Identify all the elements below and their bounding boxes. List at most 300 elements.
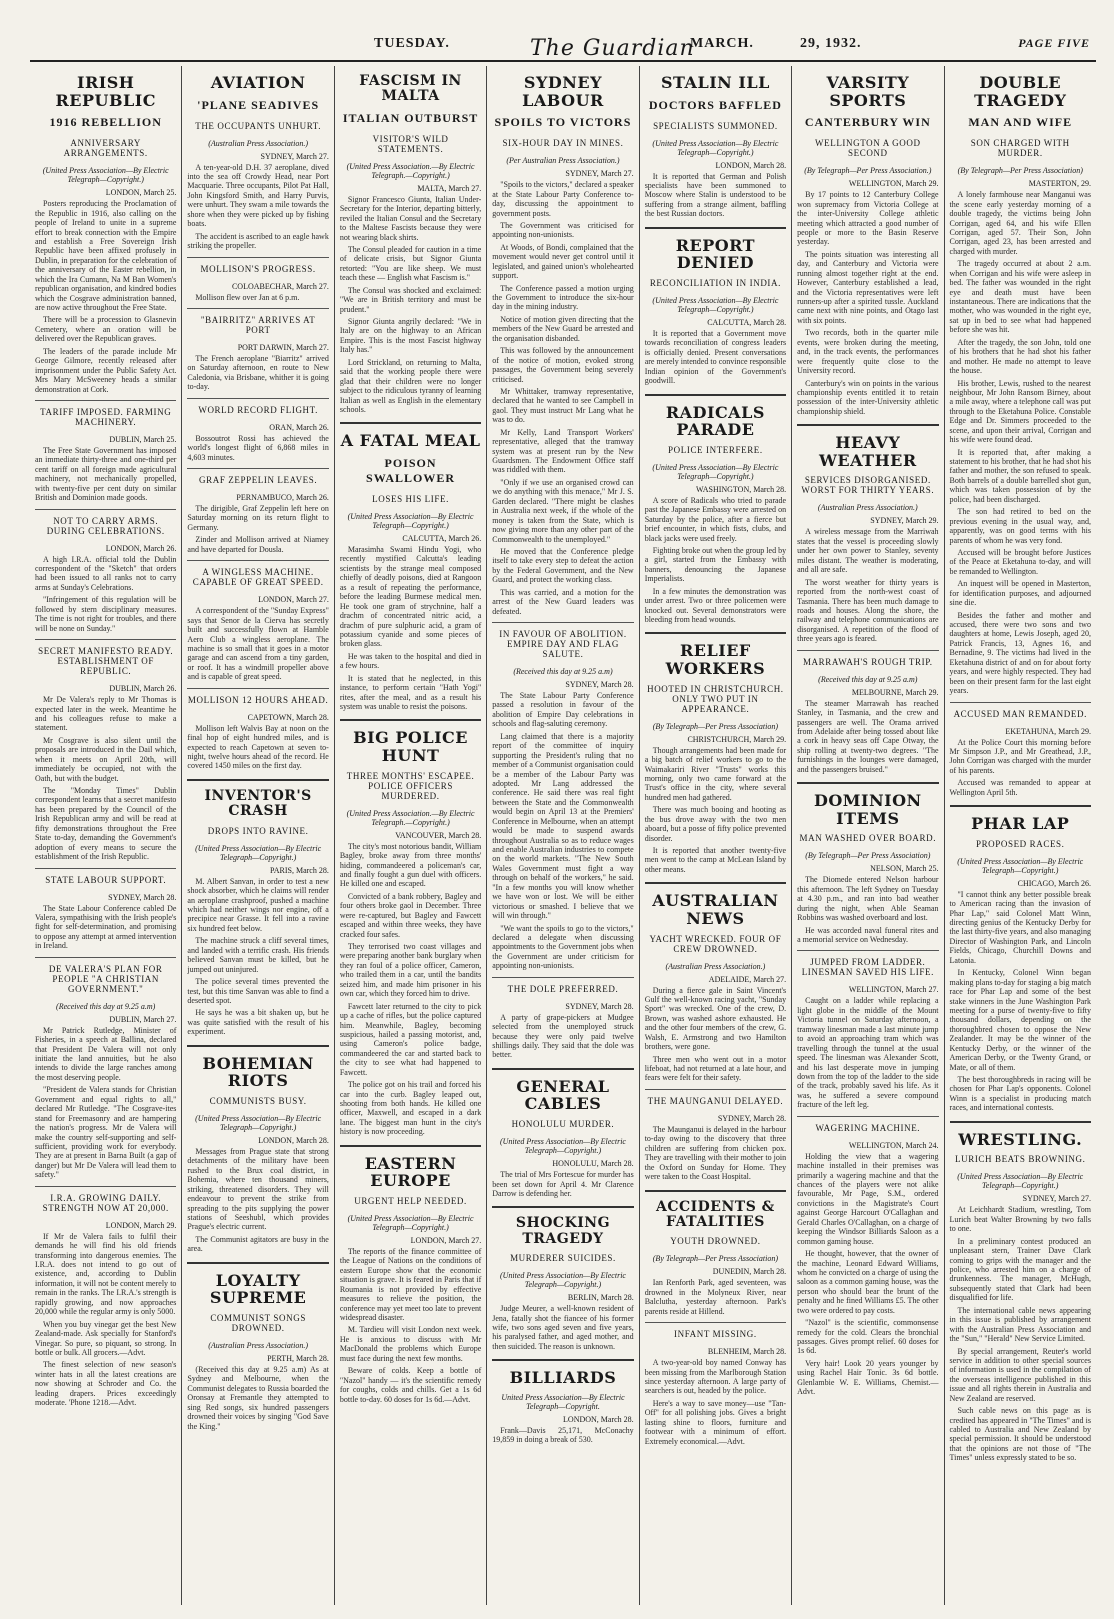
article-rule [645, 632, 786, 634]
article-deck: PROPOSED RACES. [975, 838, 1065, 849]
news-column [30, 66, 182, 1605]
article-deck: WORLD RECORD FLIGHT. [198, 404, 318, 415]
article-paragraph: During a fierce gale in Saint Vincent's Gulf the well-known racing yacht, "Sunday Sport" was wrecked. One of the crew, D. Brown, was washed ashore exhausted. He and the other four members of the crew, G. Walsh, E. Armstrong and two Hamilton brothers, were gone. [644, 985, 787, 1052]
article-credit: (United Press Association—By Electric Telegraph—Copyright.) [652, 295, 779, 314]
article-headline: FASCISM IN MALTA [359, 73, 462, 105]
article-credit: (By Telegraph—Per Press Association) [957, 166, 1083, 176]
article-paragraph: There was much booing and hooting as the bus drove away with the two men aboard, but a posse of fifty police prevented disorder. [644, 805, 787, 843]
article-paragraph: It is reported that German and Polish specialists have been summoned to Moscow where Stalin is understood to be suffering from a strange ailment, baffling the best Russian doctors. [644, 171, 787, 219]
article-paragraph: It is reported that another twenty-five men went to the camp at McLean Island by other means. [644, 846, 787, 874]
article-credit: (By Telegraph—Per Press Association) [652, 1254, 779, 1264]
article-dateline: LONDON, March 27. [258, 595, 329, 605]
article [187, 257, 328, 302]
article [645, 882, 786, 1083]
article-credit: (United Press Association.—By Electric Telegraph.—Copyright.) [346, 161, 475, 180]
article-deck: SON CHARGED WITH MURDER. [970, 138, 1070, 159]
subsection-rule [645, 1322, 786, 1323]
article-paragraph: Fawcett later returned to the city to pick up a cache of rifles, but the police captured him. Meanwhile, Bagley, becoming suspicious, hailed a passing motorist, and, using Cameron's police badge, commandeered the car and started back to the city to see what had happened to Fawcett. [339, 1001, 482, 1077]
article-paragraph: Two records, both in the quarter mile events, were broken during the meeting, and, in the track events, the performances were frequently quite close to the University record. [797, 328, 939, 376]
subsection-rule [35, 400, 176, 401]
article-deck: INFANT MISSING. [674, 1329, 757, 1340]
article-headline: WRESTLING. [958, 1129, 1083, 1149]
article-paragraph: M. Albert Sanvan, in order to test a new shock absorber, which he claims will render an aeroplane crashproof, pushed a machine which had neither wings nor engine, off a precipice near Grasse. It fell into a ravine six hundred feet below. [187, 876, 329, 933]
article-rule [187, 1262, 328, 1264]
article-paragraph: In a few minutes the demonstration was under arrest. Two or three policemen were knocked out. Several demonstrators were bleeding from head wounds. [644, 586, 787, 625]
article-headline: AUSTRALIAN NEWS [652, 891, 779, 928]
article-paragraph: Ian Renforth Park, aged seventeen, was drowned in the Molyneux River, near Balclutha, yesterday afternoon. Park's parents reside at Hillend. [644, 1278, 787, 1316]
article-dateline: EKETAHUNA, March 29. [1005, 726, 1091, 736]
article-paragraph: Signor Giunta angrily declared: "We in Italy are on the highway to an African Empire. This is the most Fascist highway Italy has." [339, 317, 482, 355]
article-subheadline: POISON SWALLOWER [366, 456, 456, 485]
article [645, 394, 786, 625]
article-dateline: SYDNEY, March 27. [260, 151, 329, 161]
article-credit: (United Press Association—By Electric Telegraph—Copyright.) [347, 512, 474, 530]
subsection-rule [797, 1116, 938, 1117]
article [797, 424, 938, 643]
article-paragraph: Mr Cosgrave is also silent until the proposals are introduced in the Dail which, when it meets on April 20th, will immediately be occupied, not with the Oath, but with the budget. [35, 735, 177, 783]
article-paragraph: The State Labour Party Conference passed a resolution in favour of the abolition of Empire Day celebrations in schools and flag-saluting ceremony. [492, 691, 634, 729]
article-rule [187, 779, 328, 781]
article-paragraph: In a preliminary contest produced an unpleasant stern, Trainer Dave Clark coming to grips with the manager and the police, who arrested him on a charge of drunkenness. The manager, McHugh, subsequently stated that Clark had been disqualified for life. [949, 1236, 1091, 1303]
article-dateline: LONDON, March 27. [410, 1235, 482, 1245]
article-paragraph: This was followed by the announcement of the notice of motion, evoked strong passages, the Government being severely criticised. [492, 346, 634, 384]
article-paragraph: Fighting broke out when the group led by a girl, started from the Embassy with banners, denouncing the Japanese Imperialists. [644, 545, 787, 584]
article-deck: YOUTH DROWNED. [670, 1236, 761, 1247]
article-credit: (Received this day at 9.25 a.m) [818, 674, 918, 684]
article-dateline: DUBLIN, March 27. [109, 1014, 177, 1024]
article-paragraph: He says he was a bit shaken up, but he was quite satisfied with the result of his experiment. [187, 1008, 329, 1037]
article-deck: THE DOLE PREFERRED. [507, 983, 619, 994]
article-paragraph: After the tragedy, the son John, told one of his brothers that he had shot his father and mother. He made no attempt to leave the house. [949, 337, 1091, 376]
article-paragraph: By 17 points to 12 Canterbury College won supremacy from Victoria College at the inter-University College athletic meeting which attracted a good number of people or more to the Basin Reserve yesterday. [797, 190, 939, 247]
article-deck: A WINGLESS MACHINE. CAPABLE OF GREAT SPEED. [192, 567, 324, 588]
article-dateline: CHICAGO, March 26. [1017, 878, 1091, 888]
article-credit: (United Press Association—By Electric Telegraph—Copyright.) [42, 166, 169, 185]
article-paragraph: He moved that the Conference pledge itself to take every step to defeat the action by the Federal Government, and the New Guard, and protect the working class. [492, 546, 634, 585]
article-dateline: WELLINGTON, March 27. [848, 985, 939, 995]
article-dateline: LONDON, March 28. [563, 1414, 634, 1424]
article [950, 702, 1091, 798]
article [187, 688, 328, 771]
article-dateline: WELLINGTON, March 29. [848, 179, 939, 189]
article-dateline: COLOABECHAR, March 27. [231, 281, 329, 291]
article-paragraph: The Communist agitators are busy in the area. [187, 1234, 329, 1254]
article-paragraph: By special arrangement, Reuter's world service in addition to other special sources of information is used in the compilation of the overseas intelligence published in this issue and all rights therein in Australia and New Zealand are reserved. [949, 1346, 1091, 1403]
subsection-rule [35, 957, 176, 958]
article-paragraph: Convicted of a bank robbery, Bagley and four others broke gaol in December. Three were re-captured, but Bagley and Fawcett escaped and within three weeks, they have cracked four safes. [339, 891, 482, 939]
article-paragraph: Mollison left Walvis Bay at noon on the final hop of eight hundred miles, and is expected to reach Capetown at seven to-night, twelve hours ahead of the record. He covered 1450 miles on the first day. [187, 723, 329, 771]
article-dateline: LONDON, March 26. [105, 543, 177, 553]
article-dateline: LONDON, March 29. [105, 1220, 177, 1230]
article-paragraph: A score of Radicals who tried to parade past the Japanese Embassy were arrested on Saturday by the police, after a fierce but brief encounter, in which fists, clubs, and black jacks were used freely. [644, 495, 787, 543]
article-rule [340, 422, 481, 424]
article-subheadline: 'PLANE SEADIVES [197, 97, 320, 112]
article-deck: MAN WASHED OVER BOARD. [799, 833, 937, 844]
article-headline: REPORT DENIED [675, 235, 756, 273]
article-credit: (Received this day at 9.25 a.m) [56, 1001, 156, 1011]
article-deck: HOOTED IN CHRISTCHURCH. ONLY TWO PUT IN APPEARANCE. [647, 683, 784, 714]
article-deck: SIX-HOUR DAY IN MINES. [502, 138, 624, 149]
subsection-rule [35, 868, 176, 869]
article-paragraph: In Kentucky, Colonel Winn began making plans to-day for staging a big match race for Phar Lap and some of the best stake winners in the June Washington Park meeting for a purse of twenty-five to fifty thousand dollars, depending on the thoroughbred chosen to oppose the New Zealander. It may be the winner of the Kentucky Derby, or the winner of the American Derby, or the Twenty Grand, or Mate, or all of them. [949, 968, 1091, 1072]
article-paragraph: The reports of the finance committee of the League of Nations on the conditions of eastern Europe show that the economic situation is grave. It is feared in Paris that if Roumania is not provided by effective measures to relieve the position, the conference may yet meet too late to prevent widespread disaster. [339, 1246, 482, 1322]
article-deck: RECONCILIATION IN INDIA. [649, 277, 781, 288]
article-deck: VISITOR'S WILD STATEMENTS. [372, 133, 449, 154]
article-headline: SHOCKING TRAGEDY [515, 1215, 611, 1247]
article-paragraph: This was carried, and a motion for the arrest of the New Guard leaders was defeated. [492, 587, 634, 616]
article-credit: (Australian Press Association.) [665, 961, 766, 971]
article-dateline: SYDNEY, March 27. [1022, 1194, 1091, 1204]
article-rule [950, 805, 1091, 807]
article-paragraph: He thought, however, that the owner of the machine, Leonard Edward Williams, whom he convicted on a charge of using the saloon as a common gaming house, was the person who should bear the brunt of the penalty and he fined Williams £5. The other two were ordered to pay costs. [797, 1249, 939, 1315]
subsection-rule [492, 977, 633, 978]
article [492, 1068, 633, 1199]
article-paragraph: The worst weather for thirty years is reported from the north-west coast of Tasmania. There has been much damage to roads and houses. Along the shore, the railway and telephone communications are disorganised. A repetition of the flood of three years ago is feared. [797, 577, 939, 644]
article-paragraph: There will be a procession to Glasnevin Cemetery, where an oration will be delivered over the Republican graves. [35, 315, 177, 344]
article-deck: NOT TO CARRY ARMS. DURING CELEBRATIONS. [46, 515, 165, 536]
article-paragraph: "We want the spoils to go to the victors," declared a delegate when discussing appointments to the Government jobs when the Government are under criticism for appointing non-unionists. [492, 923, 634, 971]
article-paragraph: A high I.R.A. official told the Dublin correspondent of the "Sketch" that orders had been issued to all ranks not to carry arms at Sunday's Celebrations. [35, 554, 177, 592]
subsection-rule [187, 257, 328, 258]
article-paragraph: Bossoutrot Rossi has achieved the world's longest flight of 6,868 miles in 4,603 minutes. [187, 433, 329, 462]
article-paragraph: The "Monday Times" Dublin correspondent learns that a secret manifesto has been prepared by the Council of the Irish Republican army and will be read at fifty demonstrations throughout the Free State to-day, demanding the Government's adoption of every means to secure the establishment of the Irish Republic. [35, 786, 177, 862]
article-dateline: ADELAIDE, March 27. [708, 974, 787, 984]
article-deck: LURICH BEATS BROWNING. [955, 1154, 1086, 1165]
article-deck: COMMUNISTS BUSY. [209, 1095, 307, 1106]
article-paragraph: The Conference passed a motion urging the Government to introduce the six-hour day in the mining industry. [492, 283, 634, 312]
article-rule [492, 1359, 633, 1361]
article-dateline: BERLIN, March 28. [567, 1293, 634, 1303]
article-paragraph: Marasimha Swami Hindu Yogi, who recently mystified Calcutta's leading scientists by the strange meal composed chiefly of deadly poisons, died at Rangoon as a result of repeating the performance, before the leading Burmese medical men. He took one gram of strychnine, half a drachm of concentrated nitric acid, a drachm of pure sulphuric acid, a gram of potassium cyanide and some pieces of broken glass. [339, 545, 482, 649]
article-paragraph: M. Tardieu will visit London next week. He is anxious to discuss with Mr MacDonald the problems which Europe must face during the next few months. [339, 1325, 482, 1363]
article-paragraph: "Nazol" is the scientific, commonsense remedy for the cold. Clears the bronchial passages. Gives prompt relief. 60 doses for 1s 6d. [797, 1318, 939, 1356]
article-dateline: CAPETOWN, March 28. [247, 712, 329, 722]
article-paragraph: The leaders of the parade include Mr George Gilmore, recently released after imprisonment under the Public Safety Act. Mrs Mary McSweeney heads a similar demonstration at Cork. [35, 346, 177, 394]
article-dateline: NELSON, March 25. [870, 864, 939, 874]
article-dateline: LONDON, March 28. [258, 1135, 329, 1145]
subsection-rule [187, 398, 328, 399]
article-deck: DE VALERA'S PLAN FOR PEOPLE "A CHRISTIAN GOVERNMENT." [48, 963, 163, 994]
article-headline: AVIATION [210, 73, 306, 92]
article-credit: (Australian Press Association.) [817, 503, 918, 513]
article [187, 74, 328, 251]
subsection-rule [492, 622, 633, 623]
article-paragraph: Holding the view that a wagering machine installed in their premises was primarily a wagering machine and that the chances of the players were not alike favourable, Mr Page, S.M., ordered convictions in the Magistrate's Court against George Harcourt O'Callaghan and Gerald Charles O'Callaghan, on a charge of keeping the Windsor Billiards Saloon as a common gaming house. [797, 1151, 939, 1246]
article-subheadline: DOCTORS BAFFLED [648, 97, 782, 112]
article-dateline: CALCUTTA, March 28. [707, 317, 787, 327]
article-paragraph: The points situation was interesting all day, and Canterbury and Victoria were running almost together right at the end. However, Canterbury established a lead, and the Victoria representatives were left runners-up after a spirited tussle. Auckland came next with nine points, and Otago last with six points. [797, 249, 939, 325]
article-paragraph: The steamer Marrawah has reached Stanley, in Tasmania, and the crew and passengers are well. The Orama arrived from Adelaide after being tossed about like a cork in heavy seas off Cape Otway, the ship rolling at twenty-two degrees. "The furnishings in the lounges were damaged, and the passengers bruised." [797, 698, 939, 774]
article-paragraph: At the Police Court this morning before Mr Simpson J.P., and Mr Greathead, J.P., John Corrigan was charged with the murder of his parents. [949, 737, 1091, 775]
article-credit: (United Press Association—By Electric Telegraph—Copyright.) [957, 856, 1084, 875]
article-deck: THE OCCUPANTS UNHURT. [195, 120, 322, 131]
article-dateline: SYDNEY, March 28. [717, 1113, 787, 1123]
subsection-rule [187, 560, 328, 561]
subsection-rule [35, 509, 176, 510]
article-paragraph: Such cable news on this page as is credited has appeared in "The Times" and is cabled to Australia and New Zealand by special permission. It should be understood that the opinions are not those of "The Times" unless expressly stated to be so. [949, 1406, 1091, 1463]
article-paragraph: He was accorded naval funeral rites and a memorial service on Wednesday. [797, 925, 939, 944]
article-dateline: SYDNEY, March 28. [565, 680, 634, 689]
article-dateline: BLENHEIM, March 28. [707, 1347, 787, 1357]
article-paragraph: At Leichhardt Stadium, wrestling, Tom Lurich beat Walter Browning by two falls to one. [949, 1205, 1091, 1234]
article-dateline: PERNAMBUCO, March 26. [236, 493, 329, 503]
article-paragraph: Signor Francesco Giunta, Italian Under-Secretary for the Interior, departing bitterly, reviled the Italian Consul and the Secretary to the Maltese Fascists because they were not wearing black shirts. [339, 194, 482, 242]
article-deck: STATE LABOUR SUPPORT. [45, 874, 167, 885]
article-deck: DROPS INTO RAVINE. [207, 825, 309, 836]
article-paragraph: Mr De Valera's reply to Mr Thomas is expected later in the week. Meantime he and his colleagues refuse to make a statement. [35, 695, 177, 733]
article-dateline: PARIS, March 28. [270, 865, 329, 875]
article-paragraph: The police got on his trail and forced his car into the curb. Bagley leaped out, shooting from both hands. He killed one officer, Maxwell, and escaped in a dark lane. The biggest man hunt in the city's history is now proceeding. [339, 1080, 482, 1137]
article-paragraph: Accused was remanded to appear at Wellington April 5th. [949, 778, 1091, 797]
article-deck: SECRET MANIFESTO READY. ESTABLISHMENT OF REPUBLIC. [38, 646, 174, 677]
article-headline: BOHEMIAN RIOTS [202, 1053, 314, 1091]
article-credit: (Received this day at 9.25 a.m) [513, 667, 613, 676]
article-paragraph: A correspondent of the "Sunday Express" says that Senor de la Cierva has secretly built and successfully flown at Hamble Aero Club a wingless aeroplane. The machine is so small that it goes in a motor garage and can ascend from a tiny garden, or roof. It has a windmill propeller above and is capable of great speed. [187, 606, 329, 682]
article-paragraph: "Spoils to the victors," declared a speaker at the State Labour Party Conference to-day, discussing the appointment to government posts. [492, 180, 634, 218]
article-deck: SPECIALISTS SUMMONED. [653, 120, 778, 131]
columns-container [30, 66, 1096, 1605]
article-paragraph: Besides the father and mother and accused, there were two sons and two daughters at home, Lewis Joseph, aged 20, Patrick Francis, 13, Agnes 16, and Bernadine, 9. The victims had lived in the Eketahuna district of and on for about forty years, and were highly respected. They had been on their present farm for the last eight years. [949, 610, 1091, 696]
article-dateline: CHRISTCHURCH, March 29. [687, 734, 787, 744]
article [187, 1045, 328, 1254]
article [645, 1190, 786, 1317]
article-rule [797, 782, 938, 784]
article-paragraph: A lonely farmhouse near Manganui was the scene early yesterday morning of a double tragedy, the victims being John Corrigan, aged 64, and his wife Ellen Corrigan, aged 57. Their Son, John Corrigan, aged 23, has been arrested and charged with murder. [949, 190, 1091, 256]
article-paragraph: The Free State Government has imposed an immediate thirty-three and one-third per cent tariff on all foreign made agricultural machinery, not mechanically propelled, with twenty-five per cent duty on similar British and Dominion made goods. [35, 445, 177, 503]
article-paragraph: The machine struck a cliff several times, and landed with a terrific crash. His friends believed Sanvan must be killed, but he jumped out uninjured. [187, 936, 329, 974]
article-paragraph: Mr Patrick Rutledge, Minister of Fisheries, in a speech at Ballina, declared that President De Valera will not only initiate the land annuities, but he also intends to divide the large ranches among the most deserving people. [35, 1025, 177, 1082]
article-paragraph: Caught on a ladder while replacing a light globe in the middle of the Mount Victoria tunnel on Saturday afternoon, a tramway linesman made a last minute jump to avoid an approaching tram which was travelling through the tunnel at the usual speed. The linesman was Alexander Scott, and his last desperate move in jumping down from the top of the ladder to the side of the track, probably saved his life. As it was, he suffered a severe compound fracture of the left leg. [797, 996, 939, 1110]
masthead-date: 29, 1932. [800, 36, 862, 51]
article [35, 509, 176, 634]
article [950, 74, 1091, 696]
article-headline: SYDNEY LABOUR [522, 73, 604, 110]
article-deck: ANNIVERSARY ARRANGEMENTS. [63, 138, 148, 159]
article [35, 1186, 176, 1408]
article-headline: PHAR LAP [971, 814, 1070, 834]
news-column [945, 66, 1096, 1605]
article-deck: SERVICES DISORGANISED. WORST FOR THIRTY YEARS. [801, 475, 935, 496]
article-rule [645, 1190, 786, 1192]
article-rule [492, 1206, 633, 1208]
article-dateline: DUNEDIN, March 28. [712, 1267, 787, 1277]
article-headline: A FATAL MEAL [340, 431, 481, 451]
article-paragraph: Judge Meurer, a well-known resident of Jena, fatally shot the fiancee of his former wife, two sons aged seven and five years, his paralysed father, and aged mother, and then suicided. The reason is unknown. [492, 1304, 634, 1351]
article-paragraph: The trial of Mrs Fortescue for murder has been set down for April 4. Mr Clarence Darrow is defending her. [492, 1170, 634, 1198]
article-paragraph: Lang claimed that there is a majority report of the committee of inquiry supporting the President's ruling that no member of a Communist organisation could be a member of the Labour Party was adopted. Mr Lang addressed the conference. He said there was real fight between the State and the Commonwealth would begin on April 13 at the Premiers' Conference in Melbourne, when an attempt would be made to suspend awards throughout Australia so as to reduce wages and enable Australian industries to compete on the world markets. "The New South Wales Government must fight a way through on behalf of the workers," he said. "In a few months you will know whether we have won or lost. We will be either victorious or smashed. I believe that we will win through." [492, 731, 634, 921]
article [492, 74, 633, 616]
article-paragraph: Messages from Prague state that strong detachments of the military have been rushed to the Brux coal district, in Bohemia, where ten thousand miners, striking, threatened disorders. They will endeavour to prevent the strike from spreading to the pits supplying the power stations of Seeshubl, which provides Prague's electric current. [187, 1146, 329, 1232]
article-rule [645, 882, 786, 884]
article-paragraph: Zinder and Mollison arrived at Niamey and have departed for Dousla. [187, 535, 329, 554]
article-paragraph: Mollison flew over Jan at 6 p.m. [195, 292, 300, 302]
article-paragraph: "President de Valera stands for Christian Government and equal rights to all," declared Mr Rutledge. "The Cosgrave-ites stand for Freemasonry and are hampering the nation's progress. Mr de Valera will make the country self-supporting and self-sufficient, providing work for everybody. They are at present in Barna Built (a gap of danger) but Mr De Valera will lead them to safety." [35, 1085, 177, 1180]
article [645, 1089, 786, 1182]
article-deck: WAGERING MACHINE. [815, 1122, 921, 1133]
article-headline: IRISH REPUBLIC [55, 73, 156, 110]
news-column [792, 66, 944, 1605]
article-paragraph: The tragedy occurred at about 2 a.m. when Corrigan and his wife were asleep in bed. The father was wounded in the right eye and death must have been instantaneous. There are indications that the mother, who was wounded in the right eye, sat up in bed to see what had happened before she was hit. [949, 259, 1091, 335]
article-dateline: WASHINGTON, March 28. [696, 484, 787, 494]
masthead-rule [30, 60, 1096, 62]
article-paragraph: He was taken to the hospital and died in a few hours. [339, 651, 482, 671]
article-credit: (Per Australian Press Association.) [506, 156, 620, 166]
article [797, 74, 938, 416]
masthead-title: The Guardian [530, 36, 695, 61]
article-paragraph: It is reported that, after making a statement to his brother, that he had shot his father and mother, the son refused to speak. Both barrels of a double barrelled shot gun, which was taken possession of by the police, had been discharged. [949, 447, 1091, 504]
article-deck: URGENT HELP NEEDED. [354, 1195, 467, 1206]
article-headline: LOYALTY SUPREME [209, 1270, 307, 1308]
subsection-rule [797, 950, 938, 951]
article-dateline: VANCOUVER, March 28. [395, 830, 482, 840]
article-credit: (United Press Association—By Electric Telegraph—Copyright.) [652, 138, 779, 157]
article-paragraph: Frank—Davis 25,171, McConachy 19,859 in doing a break of 530. [492, 1425, 634, 1445]
article-subheadline: MAN AND WIFE [968, 115, 1073, 130]
article-dateline: MELBOURNE, March 29. [851, 687, 939, 697]
article [797, 650, 938, 775]
article-rule [340, 719, 481, 721]
article-paragraph: It is reported that a Government move towards reconciliation of congress leaders is officially denied. Present conversations are merely intended to convince responsible Indian opinion of the Government's goodwill. [644, 328, 787, 386]
article-dateline: WELLINGTON, March 24. [848, 1140, 939, 1150]
article-dateline: SYDNEY, March 27. [565, 169, 634, 179]
article-credit: (United Press Association—By Electric Telegraph—Copyright.) [499, 1137, 626, 1156]
article-dateline: SYDNEY, March 28. [108, 892, 177, 902]
article-paragraph: The Consul was shocked and exclaimed: "We are in British territory and must be prudent." [339, 285, 482, 314]
article-credit: (By Telegraph—Per Press Association) [652, 721, 779, 731]
article-paragraph: "I cannot think any better possible break to American racing than the invasion of Phar Lap," said Colonel Matt Winn, directing genius of the Kentucky Derby for the last thirty-five years, and also managing Director of Washington Park, and Lincoln Fields, Chicago, Churchill Downs and Latonia. [949, 889, 1091, 965]
article [492, 1206, 633, 1351]
article-paragraph: Accused will be brought before Justices of the Peace at Eketahuna to-day, and will be remanded to Wellington. [949, 547, 1091, 576]
article-credit: United Press Association—By Electric Telegraph—Copyright. [501, 1392, 625, 1411]
article-paragraph: (Received this day at 9.25 a.m) As at Sydney and Melbourne, when the Communist delegates to Russia boarded the Oronsay at Fremantle they attempted to sing Red songs, six hundred passengers drowned their voices by singing "God Save the King." [187, 1364, 329, 1431]
article-paragraph: Mr Kelly, Land Transport Workers' representative, alleged that the tramway system was at present run by the New Guardsmen. The Endowment Office staff was riddled with them. [492, 427, 634, 475]
article-credit: (United Press Association—By Electric Telegraph—Copyright.) [195, 843, 322, 862]
article-paragraph: Canterbury's win on points in the various championship events entitled it to retain possession of the inter-University athletic championship shield. [797, 378, 939, 416]
article-dateline: DUBLIN, March 25. [109, 434, 177, 444]
article [340, 1145, 481, 1404]
article-paragraph: The Maunganui is delayed in the harbour to-day owing to the discovery that three children are suffering from chicken pox. They are travelling with their mother to join the Oxford on Sunday for Home. They were taken to the Coast Hospital. [644, 1124, 787, 1182]
article [645, 632, 786, 874]
article-paragraph: The best thoroughbreds in racing will be chosen for Phar Lap's opponents. Colonel Winn is a specialist in producing match races, and international contests. [949, 1075, 1091, 1113]
article-dateline: SYDNEY, March 29. [870, 516, 939, 526]
article-dateline: LONDON, March 28. [715, 160, 787, 170]
article-deck: TARIFF IMPOSED. FARMING MACHINERY. [40, 406, 172, 427]
article [35, 74, 176, 394]
article [492, 977, 633, 1060]
article-paragraph: "Infringement of this regulation will be followed by stern disciplinary measures. The time is not right for troubles, and there will be none on Sunday." [35, 595, 177, 633]
article-headline: DOMINION ITEMS [813, 791, 922, 828]
article-paragraph: The finest selection of new season's winter hats in all the latest creations are now showing at Schroder and Co. the leading drapers. Prices exceedingly moderate. 'Phone 1218.—Advt. [35, 1360, 177, 1408]
article-dateline: LONDON, March 25. [105, 188, 177, 198]
article-paragraph: If Mr de Valera fails to fulfil their demands he will find his old friends transforming into dangerous enemies. The I.R.A. does not intend to go out of existence, and, according to Dublin information, it will not be content merely to remain in the ranks. The I.R.A.'s strength is rapidly growing, and now approaches 20,000 while the regular army is only 5000. [35, 1231, 177, 1317]
article-subheadline: ITALIAN OUTBURST [342, 110, 479, 125]
article [950, 1121, 1091, 1463]
article-credit: (By Telegraph—Per Press Association) [805, 851, 931, 861]
article-deck: COMMUNIST SONGS DROWNED. [210, 1312, 306, 1333]
subsection-rule [35, 639, 176, 640]
article [187, 560, 328, 682]
article-paragraph: The State Labour Conference cabled De Valera, sympathising with the Irish people's fight for self-determination, and promising to oppose any attempt at armed intervention in Ireland. [35, 903, 177, 951]
article-deck: POLICE INTERFERE. [668, 444, 763, 455]
article-paragraph: The accident is ascribed to an eagle hawk striking the propeller. [187, 231, 329, 251]
news-column [335, 66, 487, 1605]
subsection-rule [797, 650, 938, 651]
article-headline: VARSITY SPORTS [826, 73, 910, 110]
article-paragraph: His brother, Lewis, rushed to the nearest neighbour, Mr John Ransom Birney, about a mile away, where a telephone call was put through to the Eketahuna Police. Constable Edge and Dr. Simmers proceeded to the scene, and upon their arrival, Corrigan and his wife were found dead. [949, 378, 1091, 445]
article-paragraph: It is stated that he neglected, in this instance, to perform certain "Hath Yogi" rites, after the meal, and as a result his system was unable to resist the poisons. [339, 673, 482, 711]
article-paragraph: "Only if we use an organised crowd can we do anything with this menace," Mr J. S. Garden declared. "There might be clashes in Australia next week, if the whole of the money is taken from the State, which is now giving more than any other part of the Commonwealth to the unemployed." [492, 477, 634, 544]
article-deck: WELLINGTON A GOOD SECOND [815, 138, 921, 159]
news-column [182, 66, 334, 1605]
article [35, 400, 176, 503]
article-rule [797, 424, 938, 426]
article-paragraph: A party of grape-pickers at Mudgee selected from the unemployed struck because they were only paid twelve shillings daily. They said that the dole was better. [492, 1012, 634, 1060]
article-rule [645, 394, 786, 396]
article-deck: THE MAUNGANUI DELAYED. [647, 1095, 784, 1106]
article-credit: (By Telegraph—Per Press Association.) [804, 166, 932, 176]
article-headline: GENERAL CABLES [516, 1076, 610, 1114]
article-paragraph: When you buy vinegar get the best New Zealand-made. Ask specially for Stanford's Vinegar. So pure, so piquant, so strong. In bottle or bulk. All grocers.—Advt. [35, 1319, 177, 1357]
subsection-rule [187, 468, 328, 469]
article [340, 74, 481, 414]
article [187, 1262, 328, 1431]
article-rule [645, 227, 786, 229]
article-paragraph: The son had retired to bed on the previous evening in the usual way, and, apparently, was on good terms with his parents of whom he was very fond. [949, 507, 1091, 545]
article-paragraph: They terrorised two coast villages and were preparing another bank burglary when they ran foul of a police officer, Cameron, who trailed them in a car, until the bandits seized him, and made him prisoner in his own car, which they forced him to drive. [339, 942, 482, 999]
article-credit: (United Press Association—By Electric Telegraph—Copyright.) [347, 1213, 474, 1232]
article-paragraph: The Diomede entered Nelson harbour this afternoon. The left Sydney on Tuesday at 4.30 p.m., and ran into bad weather during the night, when Able Seaman Robbins was washed overboard and lost. [797, 875, 939, 923]
article [340, 719, 481, 1136]
article-headline: DOUBLE TRAGEDY [974, 73, 1067, 110]
article [645, 74, 786, 219]
article [645, 227, 786, 386]
article-paragraph: A ten-year-old D.H. 37 aeroplane, dived into the sea off Crowdy Head, near Port Macquarie. Three occupants, Pilot Pat Hall, John Kingsford Smith, and Harry Purvis, were unhurt. They swam a mile towards the shore when they were picked up by fishing boats. [187, 162, 329, 229]
article-headline: HEAVY WEATHER [818, 433, 917, 470]
article-paragraph: The dirigible, Graf Zeppelin left here on Saturday morning on its return flight to Germany. [187, 504, 329, 532]
article-dateline: PERTH, March 28. [267, 1353, 329, 1363]
article-headline: EASTERN EUROPE [364, 1153, 457, 1191]
article [35, 868, 176, 951]
article [187, 468, 328, 554]
article-credit: (United Press Association—By Electric Telegraph—Copyright.) [499, 1271, 626, 1290]
article [35, 957, 176, 1180]
article-deck: MURDERER SUICIDES. [510, 1253, 616, 1264]
article-deck: MOLLISON'S PROGRESS. [200, 263, 316, 274]
article-paragraph: Notice of motion given directing that the members of the New Guard be arrested and the organisation disbanded. [492, 314, 634, 343]
article-deck: LOSES HIS LIFE. [372, 494, 449, 504]
article [187, 779, 328, 1037]
article-paragraph: At Woods, of Bondi, complained that the movement would never get control until it legislated, and gained union's wholehearted support. [492, 242, 634, 281]
article-paragraph: Three men who went out in a motor lifeboat, had not returned at a late hour, and fears were felt for their safety. [644, 1054, 787, 1083]
article-deck: YACHT WRECKED. FOUR OF CREW DROWNED. [649, 933, 782, 954]
article-deck: HONOLULU MURDER. [511, 1119, 615, 1130]
article-paragraph: A two-year-old boy named Conway has been missing from the Marlborough Station since yesterday afternoon. A large party of searchers is out, headed by the police. [644, 1358, 787, 1396]
article [492, 622, 633, 971]
article-paragraph: Mr Whittaker, tramway representative, declared that he wanted to see Campbell in gaol. They must instruct Mr Lang what he was to do. [492, 386, 634, 425]
article-dateline: HONOLULU, March 28. [552, 1159, 634, 1169]
article-paragraph: The city's most notorious bandit, William Bagley, broke away from three months' hiding, commandeered a policeman's car, and finally fought a gun duel with officers. He killed one and escaped. [339, 841, 482, 889]
article-headline: BIG POLICE HUNT [353, 728, 468, 766]
article-deck: IN FAVOUR OF ABOLITION. EMPIRE DAY AND FLAG SALUTE. [499, 629, 627, 659]
article [35, 639, 176, 861]
masthead-day: TUESDAY. [374, 36, 450, 51]
article-headline: BILLIARDS [509, 1368, 617, 1388]
article-rule [340, 1145, 481, 1147]
subsection-rule [187, 308, 328, 309]
article-subheadline: CANTERBURY WIN [804, 115, 931, 130]
article-rule [187, 1045, 328, 1047]
masthead-month: MARCH. [690, 36, 754, 51]
